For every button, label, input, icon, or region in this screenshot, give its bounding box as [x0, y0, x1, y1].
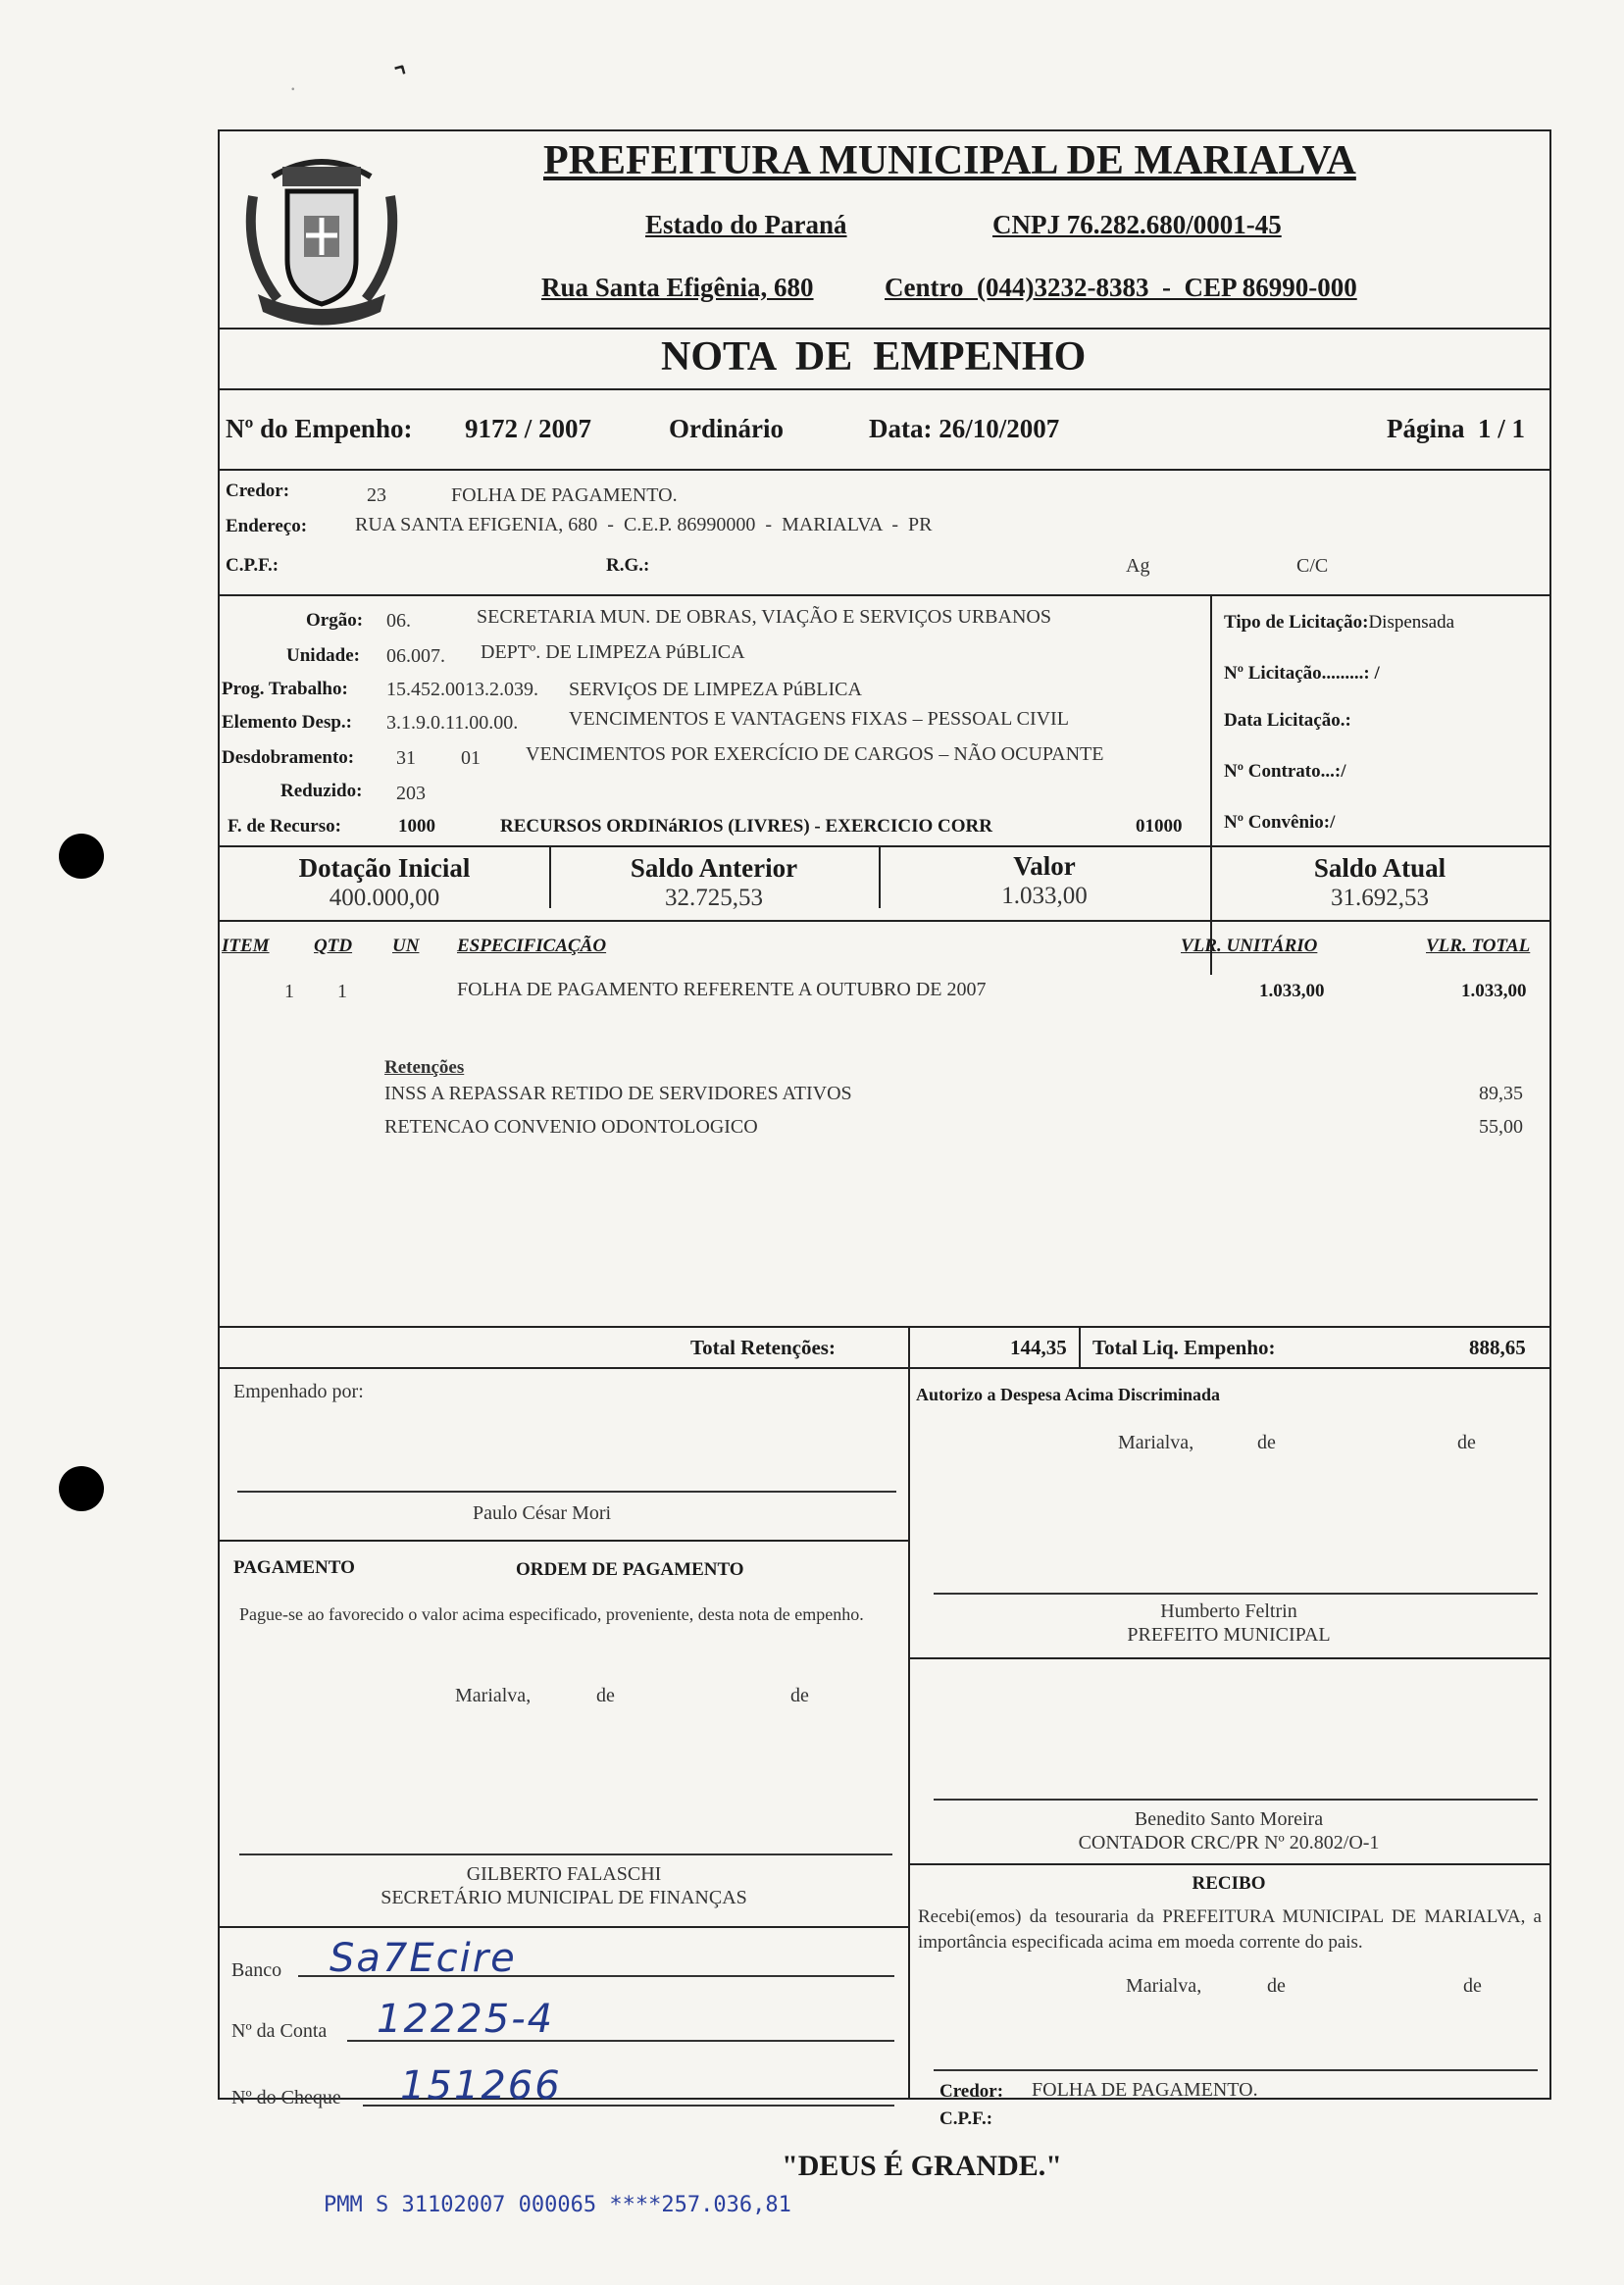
- divider: [220, 1926, 908, 1928]
- credor-code: 23: [367, 484, 386, 506]
- recibo-label: RECIBO: [1192, 1873, 1266, 1894]
- divider: [220, 845, 1549, 847]
- orgao-label: Orgão:: [306, 610, 364, 631]
- empenhado-label: Empenhado por:: [233, 1381, 364, 1402]
- item-number: 1: [284, 981, 294, 1002]
- col-item: ITEM: [222, 936, 270, 956]
- autorizo-city: Marialva,: [1118, 1432, 1194, 1453]
- recibo-text: Recebi(emos) da tesouraria da PREFEITURA MUNICIPAL DE MARIALVA, a importância especificada acima em moeda corrente do pais.: [918, 1906, 1542, 1953]
- cheque-line: [363, 2105, 894, 2107]
- credor-label: Credor:: [226, 481, 290, 501]
- col-qtd: QTD: [314, 936, 353, 956]
- secretario-name: GILBERTO FALASCHI: [466, 1863, 662, 1885]
- banco-line: [298, 1975, 894, 1977]
- desdobramento-code: 31: [396, 747, 416, 769]
- unidade-name: DEPTº. DE LIMPEZA PúBLICA: [481, 641, 745, 663]
- pagamento-de: de: [790, 1685, 809, 1706]
- prefeito-title: PREFEITO MUNICIPAL: [1127, 1624, 1331, 1646]
- col-vlr-total: VLR. TOTAL: [1426, 936, 1531, 956]
- reduzido-value: 203: [396, 783, 426, 804]
- pagamento-text: Pague-se ao favorecido o valor acima especificado, proveniente, desta nota de empenho.: [239, 1604, 864, 1624]
- scan-mark: ⌃: [378, 55, 416, 97]
- divider: [220, 1367, 1549, 1369]
- item-total-value: 1.033,00: [1461, 981, 1527, 1001]
- district-phone-label: Centro (044)3232-8383 - CEP 86990-000: [885, 273, 1357, 302]
- cheque-label: Nº do Cheque: [231, 2087, 341, 2108]
- saldo-anterior-label: Saldo Anterior: [630, 853, 798, 883]
- col-vlr-unitario: VLR. UNITÁRIO: [1181, 936, 1318, 956]
- valor-label: Valor: [1013, 851, 1076, 881]
- desdobramento-name: VENCIMENTOS POR EXERCÍCIO DE CARGOS – NÃO OCUPANTE: [526, 743, 1104, 765]
- binder-hole-bottom: [59, 1466, 104, 1511]
- banco-handwritten: Sa7Ecire: [330, 1936, 517, 1981]
- retencao-description: INSS A REPASSAR RETIDO DE SERVIDORES ATIVOS: [384, 1083, 852, 1104]
- binder-hole-top: [59, 834, 104, 879]
- contador-name: Benedito Santo Moreira: [1134, 1808, 1324, 1830]
- scan-mark: .: [290, 71, 296, 95]
- divider: [220, 328, 1549, 330]
- secretario-title: SECRETÁRIO MUNICIPAL DE FINANÇAS: [381, 1887, 747, 1908]
- col-especificacao: ESPECIFICAÇÃO: [457, 936, 607, 956]
- pagamento-de: de: [596, 1685, 615, 1706]
- item-description: FOLHA DE PAGAMENTO REFERENTE A OUTUBRO DE 2007: [457, 979, 987, 1000]
- unidade-label: Unidade:: [286, 645, 360, 666]
- recibo-cpf-label: C.P.F.:: [939, 2108, 993, 2129]
- signature-line: [934, 1799, 1538, 1801]
- divider: [220, 469, 1549, 471]
- elemento-code: 3.1.9.0.11.00.00.: [386, 712, 519, 734]
- recurso-name: RECURSOS ORDINáRIOS (LIVRES) - EXERCICIO CORR: [500, 816, 992, 837]
- endereco-label: Endereço:: [226, 516, 308, 536]
- divider: [220, 920, 1549, 922]
- autorizo-de: de: [1257, 1432, 1276, 1453]
- conta-handwritten: 12225-4: [377, 1997, 555, 2042]
- desdobramento-sub: 01: [461, 747, 481, 769]
- conta-line: [347, 2040, 894, 2042]
- elemento-label: Elemento Desp.:: [222, 712, 352, 733]
- recurso-label: F. de Recurso:: [228, 816, 341, 837]
- empenho-number: 9172 / 2007: [465, 414, 592, 443]
- tipo-licitacao-label: Tipo de Licitação:: [1224, 612, 1369, 633]
- retencoes-title: Retenções: [384, 1057, 465, 1078]
- licitacao-number: Nº Licitação.........: /: [1224, 663, 1380, 684]
- ag-label: Ag: [1126, 555, 1150, 577]
- empenhado-signer: Paulo César Mori: [473, 1502, 612, 1524]
- doc-title: NOTA DE EMPENHO: [661, 334, 1087, 380]
- page-number: Página 1 / 1: [1387, 414, 1526, 443]
- conta-label: Nº da Conta: [231, 2020, 328, 2042]
- total-liquido-value: 888,65: [1469, 1336, 1526, 1359]
- divider: [908, 1863, 1549, 1865]
- recibo-credor-name: FOLHA DE PAGAMENTO.: [1032, 2079, 1258, 2101]
- convenio-number: Nº Convênio:/: [1224, 812, 1336, 833]
- rg-label: R.G.:: [606, 555, 650, 576]
- retencao-description: RETENCAO CONVENIO ODONTOLOGICO: [384, 1116, 758, 1138]
- divider: [220, 594, 1549, 596]
- desdobramento-label: Desdobramento:: [222, 747, 355, 768]
- prog-code: 15.452.0013.2.039.: [386, 679, 538, 700]
- divider: [1210, 594, 1212, 975]
- prefeitura-title: PREFEITURA MUNICIPAL DE MARIALVA: [543, 138, 1356, 183]
- prefeito-name: Humberto Feltrin: [1160, 1600, 1297, 1622]
- signature-line: [237, 1491, 896, 1493]
- tipo-licitacao: [1224, 612, 1454, 634]
- banco-label: Banco: [231, 1959, 282, 1981]
- recibo-de: de: [1463, 1975, 1482, 1997]
- empenho-document: [218, 129, 1551, 2129]
- recibo-credor-label: Credor:: [939, 2081, 1004, 2102]
- saldo-anterior-value: 32.725,53: [665, 885, 763, 911]
- data-licitacao: Data Licitação.:: [1224, 710, 1351, 731]
- divider: [220, 1326, 1549, 1328]
- cpf-label: C.P.F.:: [226, 555, 279, 576]
- saldo-atual-value: 31.692,53: [1331, 885, 1429, 911]
- footer-motto: "DEUS É GRANDE.": [782, 2150, 1062, 2182]
- total-retencoes-label: Total Retenções:: [690, 1336, 836, 1359]
- empenho-label: Nº do Empenho:: [226, 414, 413, 443]
- item-qtd: 1: [337, 981, 347, 1002]
- dotacao-label: Dotação Inicial: [298, 853, 471, 883]
- state-label: Estado do Paraná: [645, 210, 847, 239]
- coat-of-arms-logo: [233, 137, 410, 333]
- ordem-pagamento-label: ORDEM DE PAGAMENTO: [516, 1559, 744, 1580]
- address-label: Rua Santa Efigênia, 680: [541, 273, 814, 302]
- payment-stamp: PMM S 31102007 000065 ****257.036,81: [324, 2193, 791, 2217]
- signature-line: [239, 1853, 892, 1855]
- dotacao-value: 400.000,00: [329, 885, 440, 911]
- empenho-date: Data: 26/10/2007: [869, 414, 1060, 443]
- divider: [220, 1540, 908, 1542]
- valor-value: 1.033,00: [1001, 883, 1088, 909]
- pagamento-city: Marialva,: [455, 1685, 532, 1706]
- cc-label: C/C: [1296, 555, 1329, 577]
- total-liquido-label: Total Liq. Empenho:: [1092, 1336, 1276, 1359]
- total-retencoes-value: 144,35: [1010, 1336, 1067, 1359]
- divider: [1079, 1326, 1081, 1367]
- retencao-value: 55,00: [1479, 1116, 1523, 1138]
- divider: [908, 1657, 1549, 1659]
- elemento-name: VENCIMENTOS E VANTAGENS FIXAS – PESSOAL CIVIL: [569, 708, 1069, 730]
- reduzido-label: Reduzido:: [280, 781, 363, 801]
- unidade-code: 06.007.: [386, 645, 445, 667]
- signature-line: [934, 2069, 1538, 2071]
- col-un: UN: [392, 936, 420, 956]
- cnpj-label: CNPJ 76.282.680/0001-45: [992, 210, 1282, 239]
- pagamento-label: PAGAMENTO: [233, 1557, 355, 1578]
- recurso-code: 1000: [398, 816, 435, 837]
- item-unit-value: 1.033,00: [1259, 981, 1325, 1001]
- tipo-licitacao-value: Dispensada: [1368, 612, 1455, 633]
- recurso-num: 01000: [1136, 816, 1183, 837]
- orgao-code: 06.: [386, 610, 411, 632]
- divider: [908, 1326, 910, 2098]
- signature-line: [934, 1593, 1538, 1595]
- contrato-number: Nº Contrato...:/: [1224, 761, 1346, 782]
- orgao-name: SECRETARIA MUN. DE OBRAS, VIAÇÃO E SERVIÇOS URBANOS: [477, 606, 1051, 628]
- recibo-city: Marialva,: [1126, 1975, 1202, 1997]
- empenho-type: Ordinário: [669, 414, 785, 443]
- contador-title: CONTADOR CRC/PR Nº 20.802/O-1: [1078, 1832, 1380, 1853]
- prog-name: SERVIçOS DE LIMPEZA PúBLICA: [569, 679, 862, 700]
- divider: [220, 388, 1549, 390]
- autorizo-label: Autorizo a Despesa Acima Discriminada: [916, 1385, 1220, 1404]
- recibo-de: de: [1267, 1975, 1286, 1997]
- credor-name: FOLHA DE PAGAMENTO.: [451, 484, 678, 506]
- saldo-atual-label: Saldo Atual: [1313, 853, 1446, 883]
- cheque-handwritten: 151266: [400, 2063, 562, 2108]
- credor-address: RUA SANTA EFIGENIA, 680 - C.E.P. 86990000 - MARIALVA - PR: [355, 514, 933, 535]
- prog-label: Prog. Trabalho:: [222, 679, 348, 699]
- autorizo-de: de: [1457, 1432, 1476, 1453]
- retencao-value: 89,35: [1479, 1083, 1523, 1104]
